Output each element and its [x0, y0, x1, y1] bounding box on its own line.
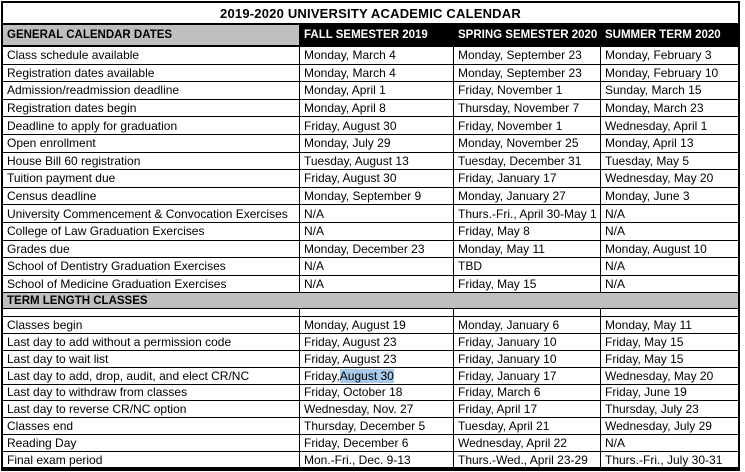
summer-date-cell: Monday, May 11: [605, 318, 692, 333]
row-label-cell: Last day to wait list: [3, 351, 300, 367]
table-row: [3, 170, 738, 188]
calendar-table: [1, 1, 740, 471]
spacer-cell: [300, 309, 454, 316]
table-row: [3, 418, 738, 435]
fall-date-cell: Friday, August 30: [300, 170, 454, 187]
summer-date-cell: Thurs.-Fri., July 30-31: [605, 452, 723, 467]
table-row: [3, 452, 738, 469]
fall-date-cell: Monday, December 23: [300, 241, 454, 258]
fall-date-cell: Friday, August 23: [300, 351, 454, 367]
row-label-cell: Reading Day: [3, 435, 300, 451]
summer-date-cell: N/A: [605, 277, 626, 292]
row-label-cell: School of Medicine Graduation Exercises: [3, 276, 300, 293]
row-label-cell: Census deadline: [3, 188, 300, 205]
spring-date-cell: Monday, November 25: [454, 135, 601, 152]
summer-date-cell: N/A: [605, 259, 626, 274]
summer-date-cell: Friday, May 15: [605, 351, 684, 366]
row-label-cell: Open enrollment: [3, 135, 300, 152]
spring-date-cell: Friday, January 10: [454, 351, 601, 367]
fall-date-cell: Monday, August 19: [300, 317, 454, 333]
table-row: [3, 258, 738, 276]
page-title: 2019-2020 UNIVERSITY ACADEMIC CALENDAR: [3, 1, 738, 25]
row-label-cell: House Bill 60 registration: [3, 153, 300, 170]
spring-date-cell: Friday, November 1: [454, 117, 601, 134]
row-label-cell: Deadline to apply for graduation: [3, 117, 300, 134]
spring-date-cell: Monday, January 27: [454, 188, 601, 205]
table-row: [3, 223, 738, 241]
fall-date-cell: Friday, August 23: [300, 334, 454, 350]
spring-date-cell: Friday, March 6: [454, 385, 601, 401]
selected-text-highlight: August 30: [339, 368, 394, 383]
summer-date-cell: Wednesday, May 20: [605, 171, 714, 186]
fall-date-cell: Monday, March 4: [300, 47, 454, 64]
spring-date-cell: Thursday, November 7: [454, 100, 601, 117]
column-header-fall-semester-2019: FALL SEMESTER 2019: [300, 25, 454, 45]
row-label-cell: Tuition payment due: [3, 170, 300, 187]
table-row: [3, 435, 738, 452]
fall-date-cell: Wednesday, Nov. 27: [300, 401, 454, 417]
spacer-cell: [3, 309, 300, 316]
summer-date-cell: Monday, February 10: [605, 65, 719, 80]
fall-date-cell: N/A: [300, 258, 454, 275]
spring-date-cell: Thurs.-Fri., April 30-May 1: [454, 205, 601, 222]
row-label-cell: Grades due: [3, 241, 300, 258]
spring-date-cell: Friday, January 17: [454, 170, 601, 187]
table-row: [3, 188, 738, 206]
fall-date-cell: Mon.-Fri., Dec. 9-13: [300, 452, 454, 468]
fall-date-cell: Monday, April 8: [300, 100, 454, 117]
fall-date-cell: Monday, September 9: [300, 188, 454, 205]
row-label-cell: Class schedule available: [3, 47, 300, 64]
row-label-cell: Registration dates available: [3, 65, 300, 82]
fall-date-cell: Friday, August 30: [300, 117, 454, 134]
table-row: [3, 368, 738, 385]
fall-date-cell: N/A: [300, 276, 454, 293]
table-row: [3, 65, 738, 83]
spacer-cell: [601, 309, 738, 316]
summer-date-cell: Wednesday, April 1: [605, 118, 708, 133]
table-row: [3, 241, 738, 259]
summer-date-cell: Wednesday, July 29: [605, 418, 712, 433]
table-row: [3, 385, 738, 402]
table-row: [3, 135, 738, 153]
summer-date-cell: N/A: [605, 206, 626, 221]
spring-date-cell: Thurs.-Wed., April 23-29: [454, 452, 601, 468]
fall-date-cell: Friday, August 30: [300, 368, 454, 384]
spring-date-cell: Monday, May 11: [454, 241, 601, 258]
fall-date-cell: Monday, April 1: [300, 82, 454, 99]
table-row: [3, 317, 738, 334]
table-row: [3, 47, 738, 65]
table-row: [3, 117, 738, 135]
spring-date-cell: Friday, May 8: [454, 223, 601, 240]
row-label-cell: School of Dentistry Graduation Exercises: [3, 258, 300, 275]
table-header-row: [3, 25, 738, 47]
spring-date-cell: TBD: [454, 258, 601, 275]
spring-date-cell: Monday, September 23: [454, 65, 601, 82]
fall-date-cell: N/A: [300, 205, 454, 222]
spring-date-cell: Friday, November 1: [454, 82, 601, 99]
table-row: [3, 351, 738, 368]
row-label-cell: Classes end: [3, 418, 300, 434]
summer-date-cell: Friday, May 15: [605, 335, 684, 349]
section-header-term-length-classes: TERM LENGTH CLASSES: [3, 293, 738, 309]
fall-date-cell: Tuesday, August 13: [300, 153, 454, 170]
summer-date-cell: Monday, February 3: [605, 48, 712, 63]
fall-date-cell: Friday, October 18: [300, 385, 454, 401]
term-length-classes-rows: [3, 317, 738, 468]
spring-date-cell: Monday, January 6: [454, 317, 601, 333]
summer-date-cell: Monday, June 3: [605, 189, 690, 204]
fall-date-cell: Monday, July 29: [300, 135, 454, 152]
row-label-cell: Final exam period: [3, 452, 300, 468]
summer-date-cell: Monday, March 23: [605, 101, 704, 116]
fall-date-cell: N/A: [300, 223, 454, 240]
spring-date-cell: Monday, September 23: [454, 47, 601, 64]
summer-date-cell: Monday, August 10: [605, 241, 707, 256]
summer-date-cell: Wednesday, May 20: [605, 368, 714, 383]
row-label-cell: College of Law Graduation Exercises: [3, 223, 300, 240]
row-label-cell: Classes begin: [3, 317, 300, 333]
row-label-cell: Admission/readmission deadline: [3, 82, 300, 99]
row-label-cell: Registration dates begin: [3, 100, 300, 117]
summer-date-cell: Sunday, March 15: [605, 83, 702, 98]
row-label-cell: Last day to withdraw from classes: [3, 385, 300, 401]
table-row: [3, 100, 738, 118]
summer-date-cell: Tuesday, May 5: [605, 153, 690, 168]
row-label-cell: University Commencement & Convocation Exercises: [3, 205, 300, 222]
fall-date-cell: Monday, March 4: [300, 65, 454, 82]
row-label-cell: Last day to add, drop, audit, and elect CR/NC: [3, 368, 300, 384]
spring-date-cell: Friday, May 15: [454, 276, 601, 293]
general-calendar-dates-rows: [3, 47, 738, 293]
table-row: [3, 205, 738, 223]
summer-date-cell: Thursday, July 23: [605, 402, 699, 417]
spring-date-cell: Friday, January 10: [454, 334, 601, 350]
row-label-cell: Last day to reverse CR/NC option: [3, 401, 300, 417]
table-row: [3, 276, 738, 294]
summer-date-cell: Friday, June 19: [605, 385, 687, 400]
summer-date-cell: Monday, April 13: [605, 136, 694, 151]
summer-date-cell: N/A: [605, 224, 626, 239]
table-row: [3, 334, 738, 351]
spring-date-cell: Wednesday, April 22: [454, 435, 601, 451]
spring-date-cell: Friday, January 17: [454, 368, 601, 384]
spring-date-cell: Tuesday, April 21: [454, 418, 601, 434]
fall-date-cell: Thursday, December 5: [300, 418, 454, 434]
column-header-general-calendar-dates: GENERAL CALENDAR DATES: [3, 25, 300, 45]
table-row: [3, 153, 738, 171]
row-label-cell: Last day to add without a permission code: [3, 334, 300, 350]
spacer-row: [3, 309, 738, 317]
table-row: [3, 82, 738, 100]
column-header-spring-semester-2020: SPRING SEMESTER 2020: [454, 25, 601, 45]
spring-date-cell: Tuesday, December 31: [454, 153, 601, 170]
summer-date-cell: N/A: [605, 435, 626, 450]
table-row: [3, 401, 738, 418]
fall-date-cell: Friday, December 6: [300, 435, 454, 451]
spacer-cell: [454, 309, 601, 316]
spring-date-cell: Friday, April 17: [454, 401, 601, 417]
column-header-summer-term-2020: SUMMER TERM 2020: [601, 25, 738, 45]
